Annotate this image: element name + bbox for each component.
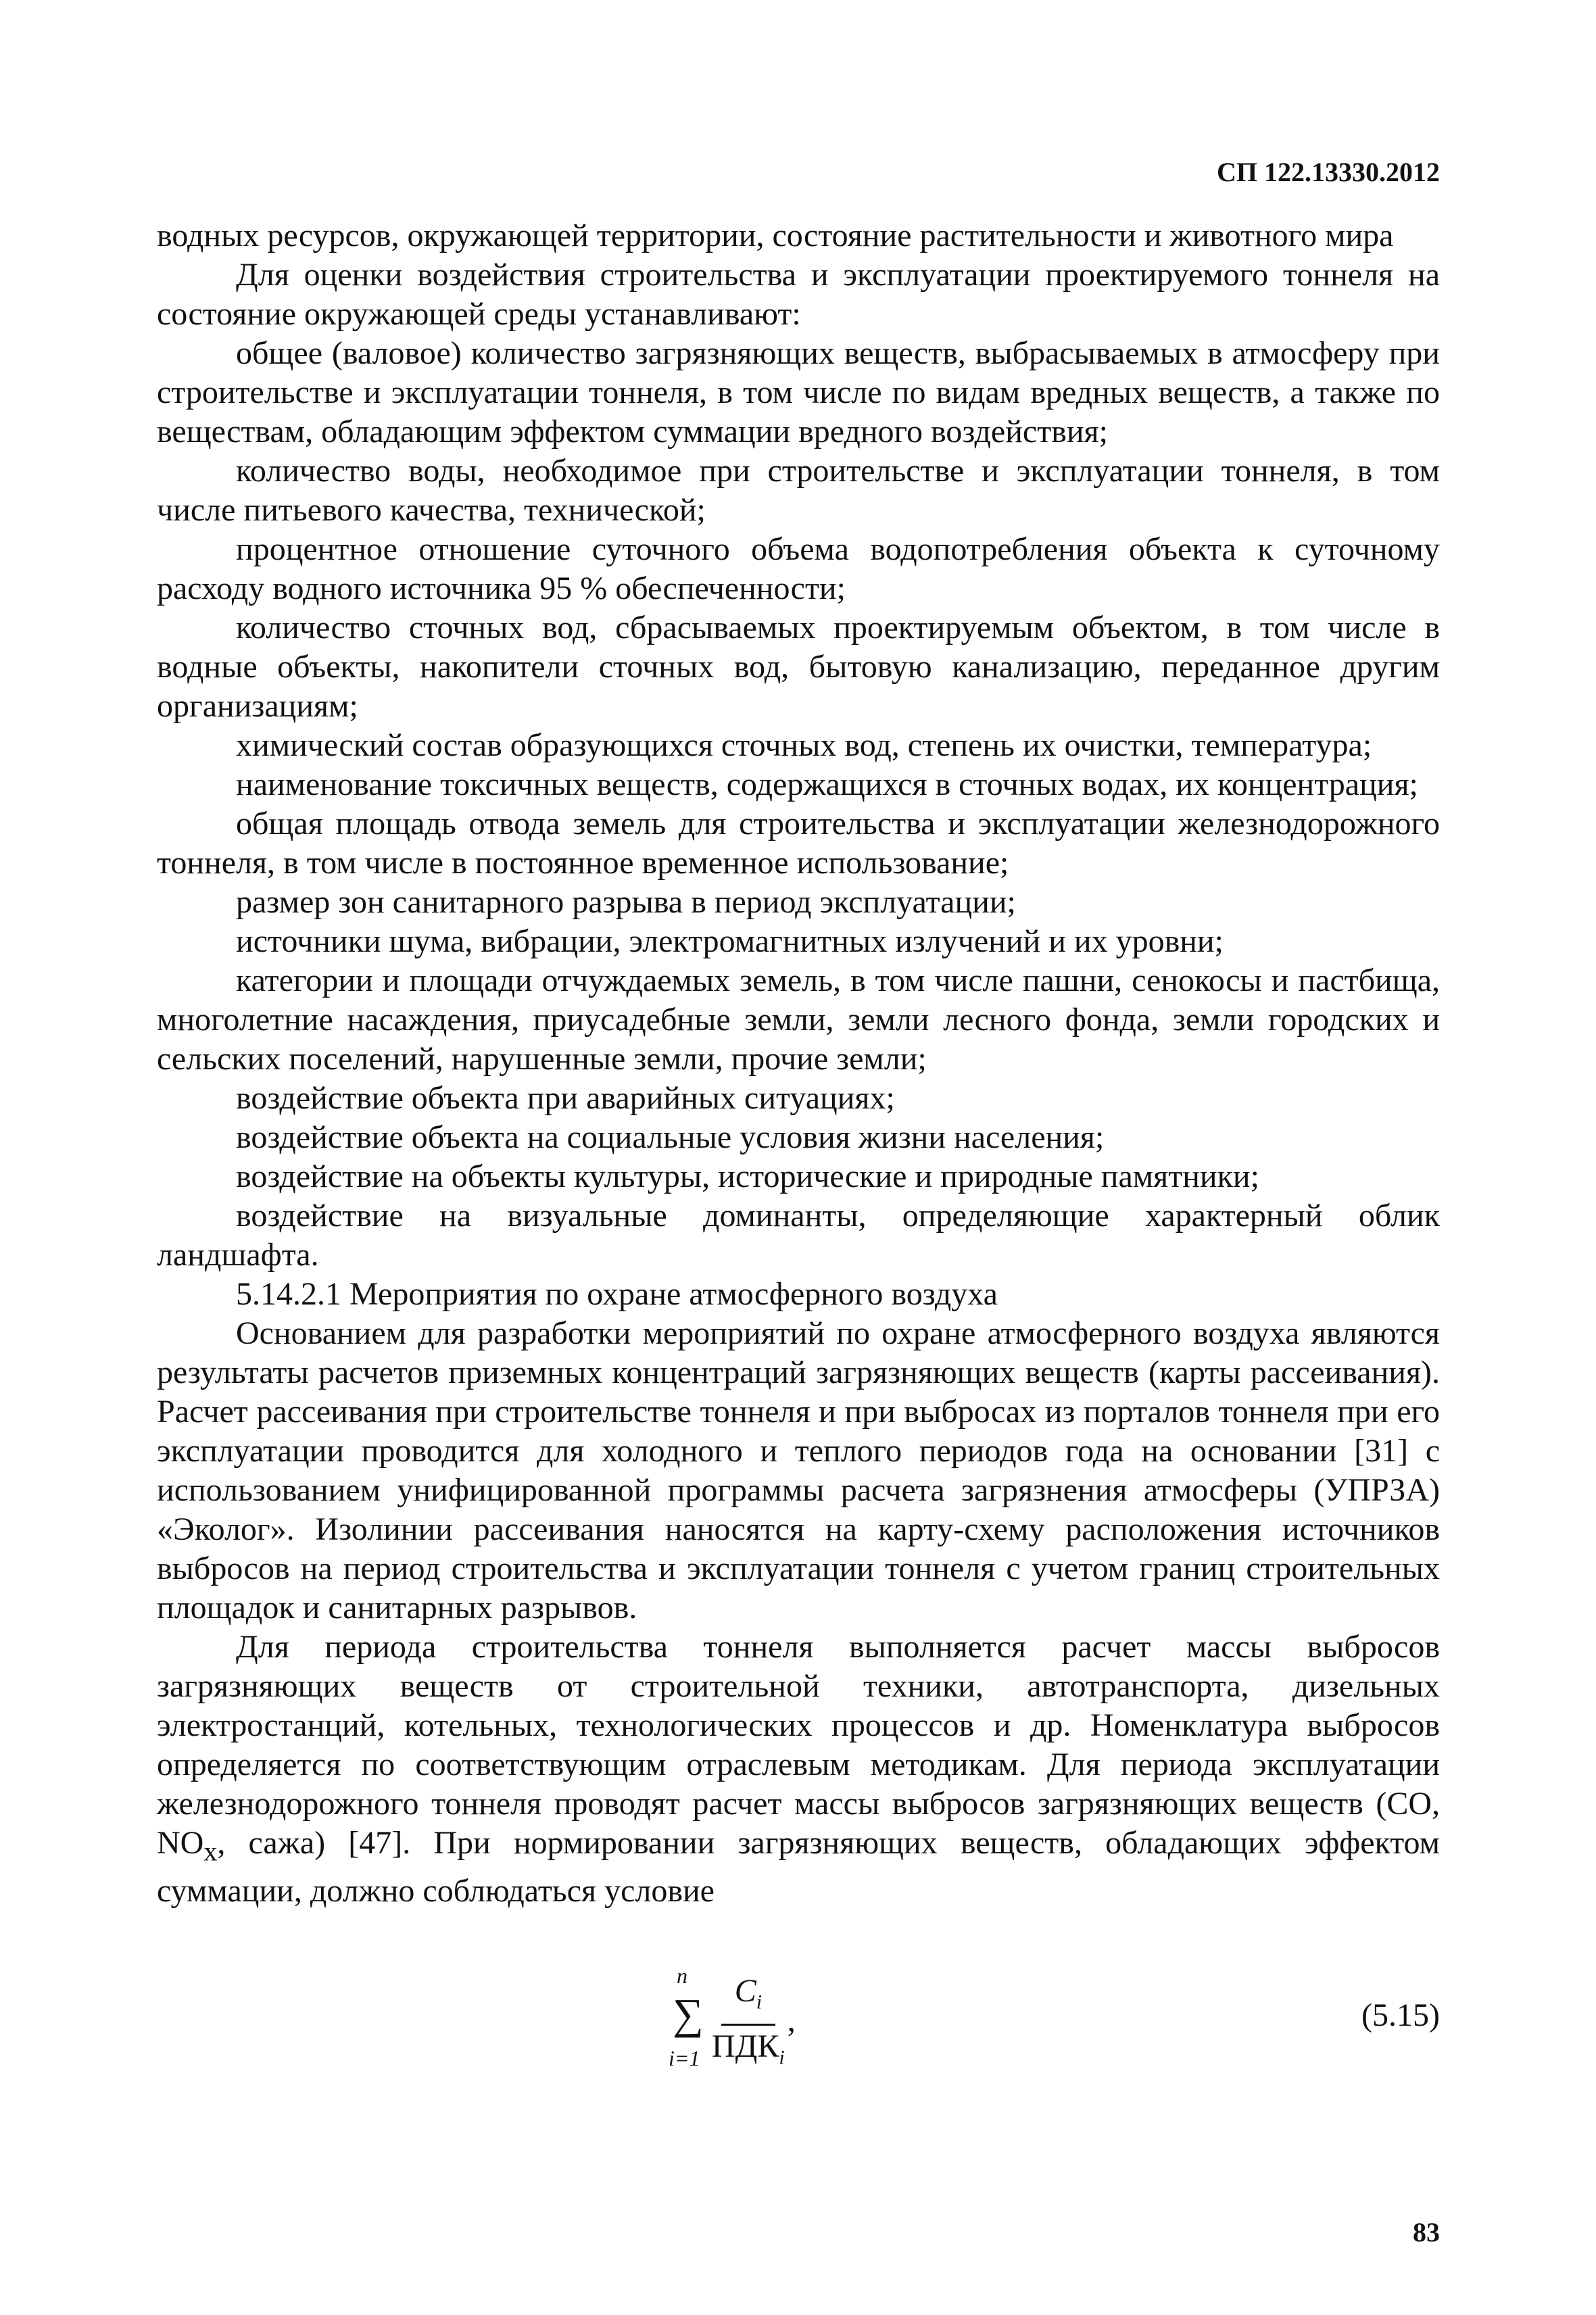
list-item: воздействие объекта при аварийных ситуациях; xyxy=(236,1080,895,1116)
list-item: источники шума, вибрации, электромагнитных излучений и их уровни; xyxy=(236,923,1224,959)
list-item: общая площадь отвода земель для строительства и эксплуатации железнодорожного тоннеля, в том числе в постоянное временное использование; xyxy=(157,806,1440,881)
list-item: химический состав образующихся сточных вод, степень их очистки, температура; xyxy=(236,727,1372,763)
list-item: общее (валовое) количество загрязняющих веществ, выбрасываемых в атмосферу при строительстве и эксплуатации тоннеля, в том числе по видам вредных веществ, а также по веществам, обладающим эффектом суммации вредного воздействия; xyxy=(157,335,1440,449)
sum-symbol: ∑ xyxy=(673,1990,704,2038)
list-item: процентное отношение суточного объема водопотребления объекта к суточному расходу водного источника 95 % обеспеченности; xyxy=(157,531,1440,606)
document-page xyxy=(157,0,1440,2315)
denominator-symbol: ПДК xyxy=(712,2028,779,2064)
formula-comma: , xyxy=(787,2003,796,2039)
list-item: количество сточных вод, сбрасываемых проектируемым объектом, в том числе в водные объекты, накопители сточных вод, бытовую канализацию, переданное другим организациям; xyxy=(157,610,1440,724)
list-item: размер зон санитарного разрыва в период эксплуатации; xyxy=(236,884,1016,920)
list-item: воздействие объекта на социальные условия жизни населения; xyxy=(236,1119,1105,1155)
fraction xyxy=(712,1970,785,2078)
paragraph-text-continued: , сажа) [47]. При нормировании загрязняющих веществ, обладающих эффектом суммации, должно соблюдаться условие xyxy=(157,1825,1440,1909)
paragraph: водных ресурсов, окружающей территории, состояние растительности и животного мира xyxy=(157,218,1394,253)
sum-upper-limit: n xyxy=(677,1964,687,1988)
list-item: воздействие на объекты культуры, исторические и природные памятники; xyxy=(236,1159,1259,1194)
summation xyxy=(667,1964,708,2085)
numerator-subscript: i xyxy=(756,1991,763,2014)
paragraph xyxy=(157,1628,1440,1911)
fraction-numerator xyxy=(721,1970,775,2026)
formula-body xyxy=(667,1964,796,2085)
sum-lower-limit: i=1 xyxy=(669,2046,700,2070)
body-text xyxy=(157,216,1440,1911)
section-heading: 5.14.2.1 Мероприятия по охране атмосферного воздуха xyxy=(236,1276,998,1312)
list-item: наименование токсичных веществ, содержащихся в сточных водах, их концентрация; xyxy=(236,766,1418,802)
numerator-symbol: C xyxy=(734,1972,756,2009)
formula-5-15 xyxy=(157,1964,1440,2112)
document-code-header: СП 122.13330.2012 xyxy=(1217,157,1440,187)
list-item: количество воды, необходимое при строительстве и эксплуатации тоннеля, в том числе питьевого качества, технической; xyxy=(157,453,1440,528)
paragraph-text: Для периода строительства тоннеля выполняется расчет массы выбросов загрязняющих веществ от строительной техники, автотранспорта, дизельных электростанций, котельных, технологических процессов и др. Номенклатура выбросов определяется по соответствующим отраслевым методикам. Для периода эксплуатации железнодорожного тоннеля проводят расчет массы выбросов загрязняющих веществ (CO, NO xyxy=(157,1629,1440,1861)
paragraph: Для оценки воздействия строительства и эксплуатации проектируемого тоннеля на состояние окружающей среды устанавливают: xyxy=(157,257,1440,332)
list-item: воздействие на визуальные доминанты, определяющие характерный облик ландшафта. xyxy=(157,1198,1440,1273)
fraction-denominator xyxy=(712,2026,785,2079)
nox-subscript: x xyxy=(203,1836,218,1867)
denominator-subscript: i xyxy=(779,2046,785,2069)
equation-number: (5.15) xyxy=(1361,1997,1440,2033)
page-number: 83 xyxy=(1413,2217,1440,2247)
list-item: категории и площади отчуждаемых земель, в том числе пашни, сенокосы и пастбища, многолетние насаждения, приусадебные земли, земли лесного фонда, земли городских и сельских поселений, нарушенные земли, прочие земли; xyxy=(157,962,1440,1077)
paragraph: Основанием для разработки мероприятий по охране атмосферного воздуха являются результаты расчетов приземных концентраций загрязняющих веществ (карты рассеивания). Расчет рассеивания при строительстве тоннеля и при выбросах из порталов тоннеля при его эксплуатации проводится для холодного и теплого периодов года на основании [31] с использованием унифицированной программы расчета загрязнения атмосферы (УПРЗА) «Эколог». Изолинии рассеивания наносятся на карту-схему расположения источников выбросов на период строительства и эксплуатации тоннеля с учетом границ строительных площадок и санитарных разрывов. xyxy=(157,1315,1440,1626)
